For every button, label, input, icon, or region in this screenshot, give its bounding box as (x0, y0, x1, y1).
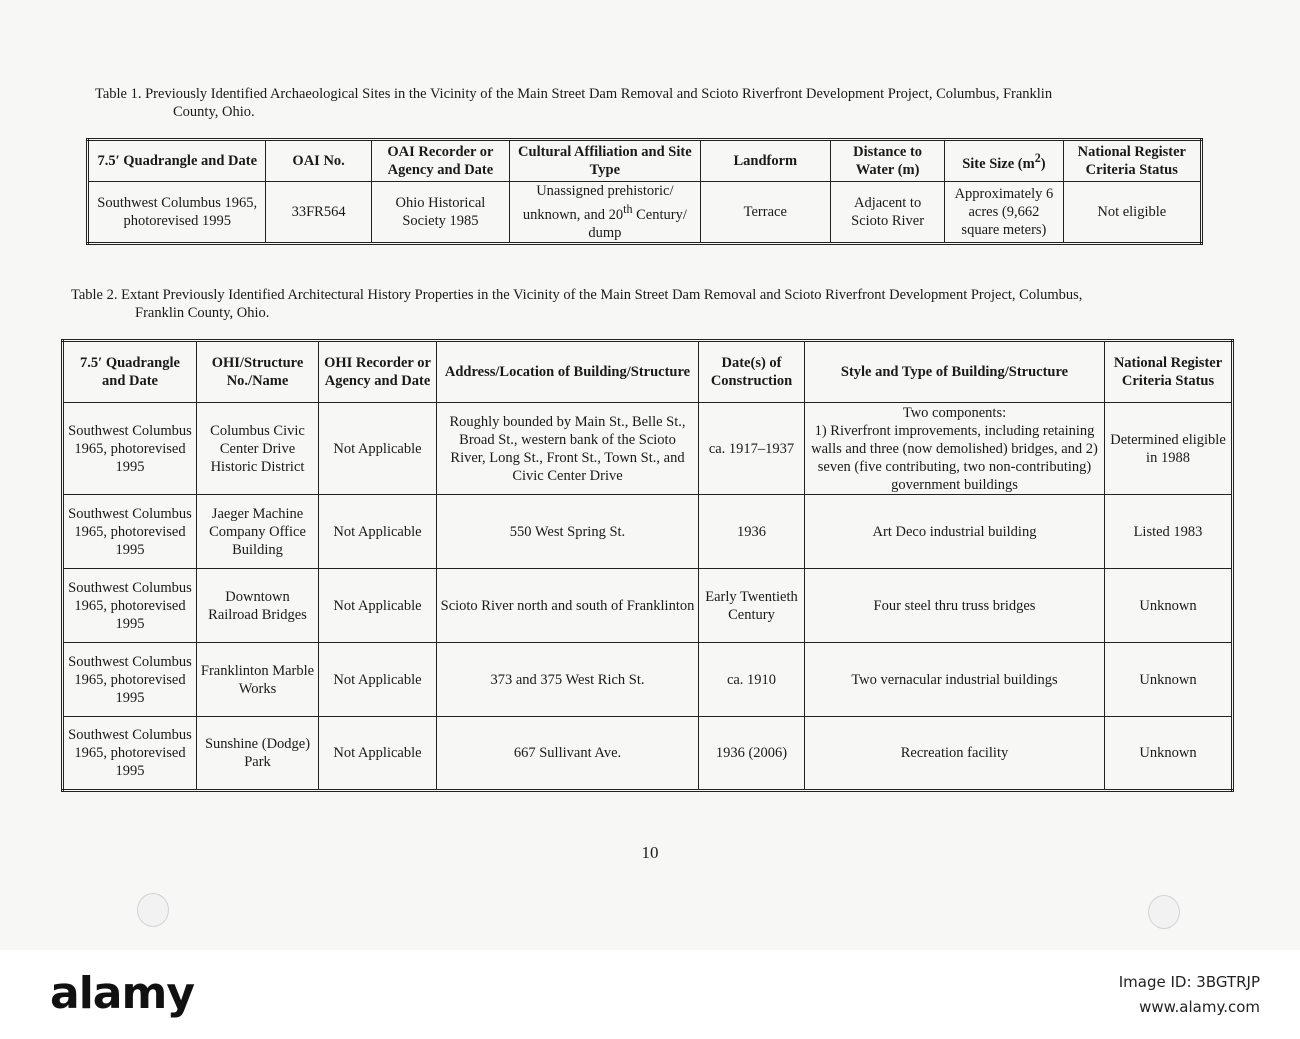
t2-cell-quadrangle: Southwest Columbus 1965, photorevised 1995 (63, 495, 197, 569)
t2-cell-structure: Franklinton Marble Works (197, 643, 319, 717)
t2-cell-dates: Early Twentieth Century (699, 569, 805, 643)
alamy-logo: alamy (50, 968, 194, 1019)
t2-cell-structure: Downtown Railroad Bridges (197, 569, 319, 643)
t1-header-recorder: OAI Recorder or Agency and Date (371, 140, 509, 182)
architectural-properties-table (61, 339, 1234, 792)
affiliation-sup: th (623, 202, 633, 216)
table1-caption-line1: Table 1. Previously Identified Archaeological Sites in the Vicinity of the Main Street Dam Removal and Scioto Riverfront Development Project, Columbus, Franklin (95, 86, 1053, 102)
t1-header-landform: Landform (700, 140, 830, 182)
style-line-1: Two components: (902, 404, 1007, 421)
t2-header-nr-status: National Register Criteria Status (1105, 341, 1233, 403)
table2-caption-line2: Franklin County, Ohio. (135, 305, 270, 321)
t1-cell-affiliation (510, 182, 701, 244)
site-size-paren: ) (1040, 155, 1046, 172)
table1-caption-line2: County, Ohio. (173, 104, 255, 120)
table1-header-row (88, 140, 1202, 182)
t2-cell-address: 667 Sullivant Ave. (437, 717, 699, 791)
t1-header-distance: Distance to Water (m) (830, 140, 944, 182)
t2-cell-nr-status: Unknown (1105, 717, 1233, 791)
style-line-2: 1) Riverfront improvements, including retaining walls and three (now demolished) bridges, and 2) seven (five contributing, two non-contributing) government buildings (811, 422, 1098, 493)
t2-cell-quadrangle: Southwest Columbus 1965, photorevised 1995 (63, 569, 197, 643)
t2-header-style: Style and Type of Building/Structure (805, 341, 1105, 403)
t2-cell-recorder: Not Applicable (319, 403, 437, 495)
t2-cell-style (805, 403, 1105, 495)
t1-header-oai-no: OAI No. (266, 140, 371, 182)
t2-cell-recorder: Not Applicable (319, 495, 437, 569)
t2-cell-recorder: Not Applicable (319, 643, 437, 717)
t2-cell-nr-status: Unknown (1105, 643, 1233, 717)
table-row (63, 403, 1233, 495)
t1-cell-distance: Adjacent to Scioto River (830, 182, 944, 244)
t2-cell-dates: ca. 1910 (699, 643, 805, 717)
stock-site-url: www.alamy.com (1139, 998, 1260, 1016)
table-row (63, 643, 1233, 717)
t2-cell-address: 373 and 375 West Rich St. (437, 643, 699, 717)
t2-header-quadrangle: 7.5′ Quadrangle and Date (63, 341, 197, 403)
t2-cell-quadrangle: Southwest Columbus 1965, photorevised 1995 (63, 403, 197, 495)
t2-cell-recorder: Not Applicable (319, 569, 437, 643)
t2-cell-style: Art Deco industrial building (805, 495, 1105, 569)
t2-header-structure: OHI/Structure No./Name (197, 341, 319, 403)
t1-cell-recorder: Ohio Historical Society 1985 (371, 182, 509, 244)
t1-cell-oai-no: 33FR564 (266, 182, 371, 244)
t2-cell-nr-status: Determined eligible in 1988 (1105, 403, 1233, 495)
table2-caption (71, 286, 1231, 322)
t2-header-address: Address/Location of Building/Structure (437, 341, 699, 403)
punch-hole-left (137, 893, 169, 927)
table-row (88, 182, 1202, 244)
stock-banner (0, 950, 1300, 1039)
t2-header-dates: Date(s) of Construction (699, 341, 805, 403)
t2-cell-recorder: Not Applicable (319, 717, 437, 791)
t2-cell-address: Roughly bounded by Main St., Belle St., Broad St., western bank of the Scioto River, Long St., Front St., Town St., and Civic Center Drive (437, 403, 699, 495)
t1-cell-site-size: Approximately 6 acres (9,662 square meters) (945, 182, 1063, 244)
t2-cell-structure: Sunshine (Dodge) Park (197, 717, 319, 791)
t2-cell-address: 550 West Spring St. (437, 495, 699, 569)
t1-header-quadrangle: 7.5′ Quadrangle and Date (88, 140, 266, 182)
t2-cell-dates: ca. 1917–1937 (699, 403, 805, 495)
t2-cell-style: Four steel thru truss bridges (805, 569, 1105, 643)
t2-cell-nr-status: Unknown (1105, 569, 1233, 643)
t1-header-nr-status: National Register Criteria Status (1063, 140, 1201, 182)
t2-cell-structure: Jaeger Machine Company Office Building (197, 495, 319, 569)
t1-cell-nr-status: Not eligible (1063, 182, 1201, 244)
affiliation-text: Unassigned prehistoric/ unknown, and 20 (522, 183, 674, 223)
site-size-label: Site Size (m (962, 155, 1035, 172)
t1-cell-landform: Terrace (700, 182, 830, 244)
t2-cell-quadrangle: Southwest Columbus 1965, photorevised 1995 (63, 717, 197, 791)
t2-cell-structure: Columbus Civic Center Drive Historic District (197, 403, 319, 495)
image-id-label: Image ID: 3BGTRJP (1118, 973, 1260, 991)
archaeological-sites-table (86, 138, 1203, 245)
table1-caption (95, 85, 1215, 121)
page-number: 10 (641, 843, 659, 862)
t2-cell-style: Recreation facility (805, 717, 1105, 791)
t2-cell-quadrangle: Southwest Columbus 1965, photorevised 1995 (63, 643, 197, 717)
table-row (63, 717, 1233, 791)
t1-header-affiliation: Cultural Affiliation and Site Type (510, 140, 701, 182)
t2-cell-dates: 1936 (699, 495, 805, 569)
t2-cell-address: Scioto River north and south of Franklinton (437, 569, 699, 643)
site-size-sup: 2 (1034, 151, 1041, 166)
t2-cell-style: Two vernacular industrial buildings (805, 643, 1105, 717)
punch-hole-right (1148, 895, 1180, 929)
t1-header-site-size (945, 140, 1063, 182)
affiliation-text-end: Century/ dump (588, 206, 687, 241)
t2-cell-dates: 1936 (2006) (699, 717, 805, 791)
table-row (63, 495, 1233, 569)
t2-cell-nr-status: Listed 1983 (1105, 495, 1233, 569)
t1-cell-quadrangle: Southwest Columbus 1965, photorevised 1995 (88, 182, 266, 244)
table2-header-row (63, 341, 1233, 403)
table2-caption-line1: Table 2. Extant Previously Identified Architectural History Properties in the Vicinity of the Main Street Dam Removal and Scioto Riverfront Development Project, Columbus, (71, 287, 1083, 303)
table-row (63, 569, 1233, 643)
t2-header-recorder: OHI Recorder or Agency and Date (319, 341, 437, 403)
